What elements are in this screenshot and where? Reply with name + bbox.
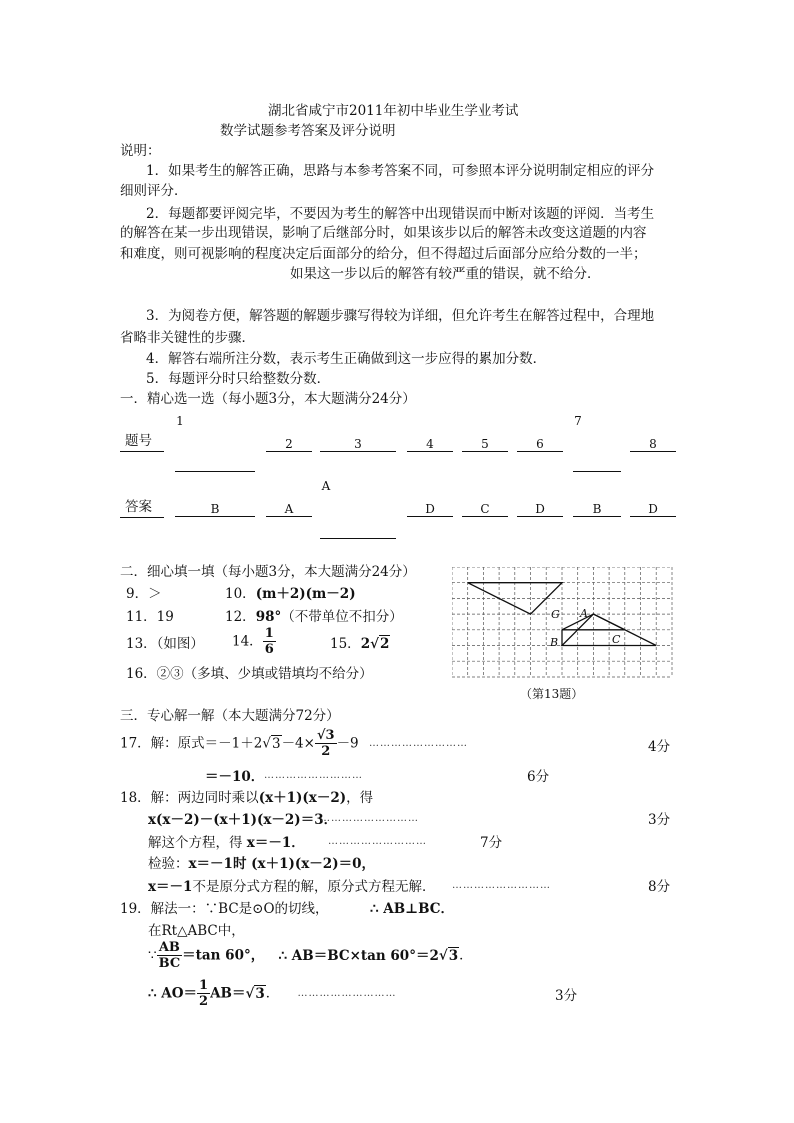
question-number-8: 8 [630, 437, 676, 452]
s19-frac-num: AB [157, 940, 183, 956]
q15-radicand: 2 [379, 636, 390, 652]
s18-part-d: 检验： [148, 856, 189, 872]
q12-note: （不带单位不扣分） [281, 609, 403, 625]
s17-fraction [315, 728, 337, 759]
s19-sqrt-sign-1: √ [438, 947, 448, 964]
answer-2: A [266, 502, 312, 517]
s19-part-d3: ． [265, 985, 280, 1002]
s19-line4 [148, 978, 397, 1009]
section1-heading: 一．精心选一选（每小题3分，本大题满分24分） [120, 391, 416, 407]
q15-label: 15． [330, 636, 361, 652]
s18-points-1: 3分 [648, 812, 671, 828]
q11-line: 11．19 [126, 609, 174, 625]
q9-line [126, 586, 162, 602]
s18-part-a3: ，得 [346, 790, 374, 806]
s18-part-a2: (x＋1)(x－2) [258, 790, 347, 806]
s17-line2: ＝－10． [205, 769, 265, 785]
q15-sqrt-sign: √ [370, 636, 379, 652]
answer-5: C [462, 502, 508, 517]
s17-points-2: 6分 [527, 769, 550, 785]
s19-part-d2: AB＝ [210, 985, 246, 1002]
q16-line: 16．②③（多填、少填或错填均不给分） [126, 666, 373, 682]
s19-line1b: ∴ AB⊥BC． [370, 901, 455, 917]
s17-part-c: －9 [336, 735, 359, 752]
question-number-2: 2 [266, 437, 312, 452]
s19-fraction-ab-bc [157, 940, 183, 971]
s19-dots: ……………………… [297, 987, 397, 999]
s19-line3 [148, 940, 473, 971]
s19-frac-den: BC [158, 956, 181, 971]
q13-line: 13．（如图） [126, 636, 204, 652]
answer-7: B [573, 502, 621, 517]
s19-half-num: 1 [199, 978, 209, 993]
answer-4: D [407, 502, 453, 517]
q14-fraction [263, 626, 276, 657]
figure-13-caption: （第13题） [520, 687, 584, 701]
s17-frac-den: 2 [321, 744, 331, 759]
s17-radicand: 3 [271, 735, 281, 752]
note-3a: 3．为阅卷方便，解答题的解题步骤写得较为详细，但允许考生在解答过程中，合理地 [146, 308, 655, 324]
question-number-3: 3 [320, 437, 396, 452]
q15-coefficient: 2 [360, 636, 371, 652]
s17-part-a: 17．解：原式＝－1＋2 [120, 735, 263, 752]
fig-label-g: G [551, 608, 560, 621]
q9-label: 9． [126, 586, 149, 602]
q12-line [225, 609, 403, 625]
q1-underline [175, 471, 255, 472]
s19-part-c3: ∴ AB＝BC×tan 60°＝2 [278, 947, 439, 964]
question-number-label: 题号 [125, 433, 152, 449]
s18-part-c: 解这个方程，得 [148, 835, 243, 851]
q10-line [225, 586, 356, 602]
q12-answer: 98° [255, 609, 282, 625]
s19-points-1: 3分 [555, 988, 578, 1004]
answer-label-underline [120, 517, 164, 518]
page-subtitle: 数学试题参考答案及评分说明 [220, 123, 396, 139]
question-number-7: 7 [574, 414, 582, 428]
figure-13-grid [452, 567, 674, 679]
note-2a: 2．每题都要评阅完毕，不要因为考生的解答中出现错误而中断对该题的评阅．当考生 [146, 206, 655, 222]
s18-dots-1: ……………………… [320, 813, 419, 824]
note-4: 4．解答右端所注分数，表示考生正确做到这一步应得的累加分数． [146, 351, 547, 367]
s17-frac-num: √3 [316, 728, 335, 743]
s18-points-2: 7分 [480, 835, 503, 851]
s17-line1 [120, 728, 468, 759]
answer-6: D [517, 502, 563, 517]
s17-dots-1: ……………………… [368, 737, 468, 749]
s18-dots-2: ……………………… [328, 836, 427, 847]
fig-label-b: B [550, 636, 559, 649]
q10-answer: (m＋2)(m－2) [255, 586, 356, 602]
s18-line3 [148, 835, 305, 851]
q15-line [330, 636, 390, 652]
s19-because: ∵ [148, 947, 157, 964]
s19-part-c2: ＝tan 60°， [182, 947, 265, 964]
s17-points-1: 4分 [648, 739, 671, 755]
s18-part-e: x＝－1 [148, 879, 193, 895]
s18-line4 [148, 856, 375, 872]
s18-line5 [148, 879, 435, 895]
q14-line [232, 626, 276, 657]
note-2b: 的解答在某一步出现错误，影响了后继部分时，如果该步以后的解答未改变这道题的内容 [120, 225, 647, 241]
q14-denominator: 6 [264, 642, 274, 657]
note-5: 5．每题评分时只给整数分数． [146, 371, 331, 387]
q14-label: 14． [232, 633, 263, 650]
note-1a: 1．如果考生的解答正确，思路与本参考答案不同，可参照本评分说明制定相应的评分 [146, 163, 655, 179]
question-number-4: 4 [407, 437, 453, 452]
fig-label-a: A [580, 607, 588, 620]
q10-label: 10． [225, 586, 256, 602]
question-number-6: 6 [517, 437, 563, 452]
s19-line2: 在Rt△ABC中， [148, 923, 245, 939]
a3-underline [320, 538, 396, 539]
s19-radicand-2: 3 [255, 985, 265, 1002]
s18-dots-3: ……………………… [452, 880, 551, 891]
question-number-5: 5 [462, 437, 508, 452]
s18-part-d2: x＝－1时 (x＋1)(x－2)＝0， [188, 856, 375, 872]
section2-heading: 二．细心填一填（每小题3分，本大题满分24分） [120, 564, 416, 580]
answer-3: A [321, 479, 331, 493]
s18-part-a: 18．解：两边同时乘以 [120, 790, 259, 806]
section3-heading: 三．专心解一解（本大题满分72分） [120, 708, 340, 724]
note-2c: 和难度，则可视影响的程度决定后面部分的给分，但不得超过后面部分应给分数的一半； [120, 246, 647, 262]
note-1b: 细则评分． [120, 183, 188, 199]
q14-numerator: 1 [264, 626, 274, 641]
question-number-1: 1 [176, 414, 184, 428]
s18-part-e2: 不是原分式方程的解，原分式方程无解． [192, 879, 436, 895]
s19-half-den: 2 [199, 994, 209, 1009]
note-2d: 如果这一步以后的解答有较严重的错误，就不给分． [290, 266, 601, 282]
notes-heading: 说明： [120, 143, 161, 159]
s19-radicand-1: 3 [448, 947, 459, 964]
q9-answer: ＞ [148, 586, 162, 602]
q12-label: 12． [225, 609, 256, 625]
s19-part-c4: ． [459, 947, 473, 964]
s18-line1 [120, 790, 373, 806]
answer-label: 答案 [125, 499, 152, 515]
fig-label-c: C [612, 633, 621, 646]
s19-part-d1: ∴ AO＝ [148, 985, 198, 1002]
q7-underline [573, 471, 621, 472]
s19-line1: 19．解法一：∵BC是⊙O的切线， [120, 901, 329, 917]
s19-fraction-half [197, 978, 210, 1009]
page-title: 湖北省咸宁市2011年初中毕业生学业考试 [268, 103, 519, 119]
s18-line2: x(x－2)－(x＋1)(x－2)＝3． [148, 812, 338, 828]
s19-sqrt-sign-2: √ [245, 985, 255, 1002]
note-3b: 省略非关键性的步骤． [120, 330, 255, 346]
question-number-label-underline [120, 451, 164, 452]
s17-sqrt-sign: √ [262, 735, 271, 752]
s17-dots-2: ……………………… [264, 770, 363, 781]
answer-8: D [630, 502, 676, 517]
answer-1: B [175, 502, 255, 517]
s18-part-c2: x＝－1． [246, 835, 305, 851]
s18-points-3: 8分 [648, 879, 671, 895]
s17-part-b: －4× [281, 735, 315, 752]
